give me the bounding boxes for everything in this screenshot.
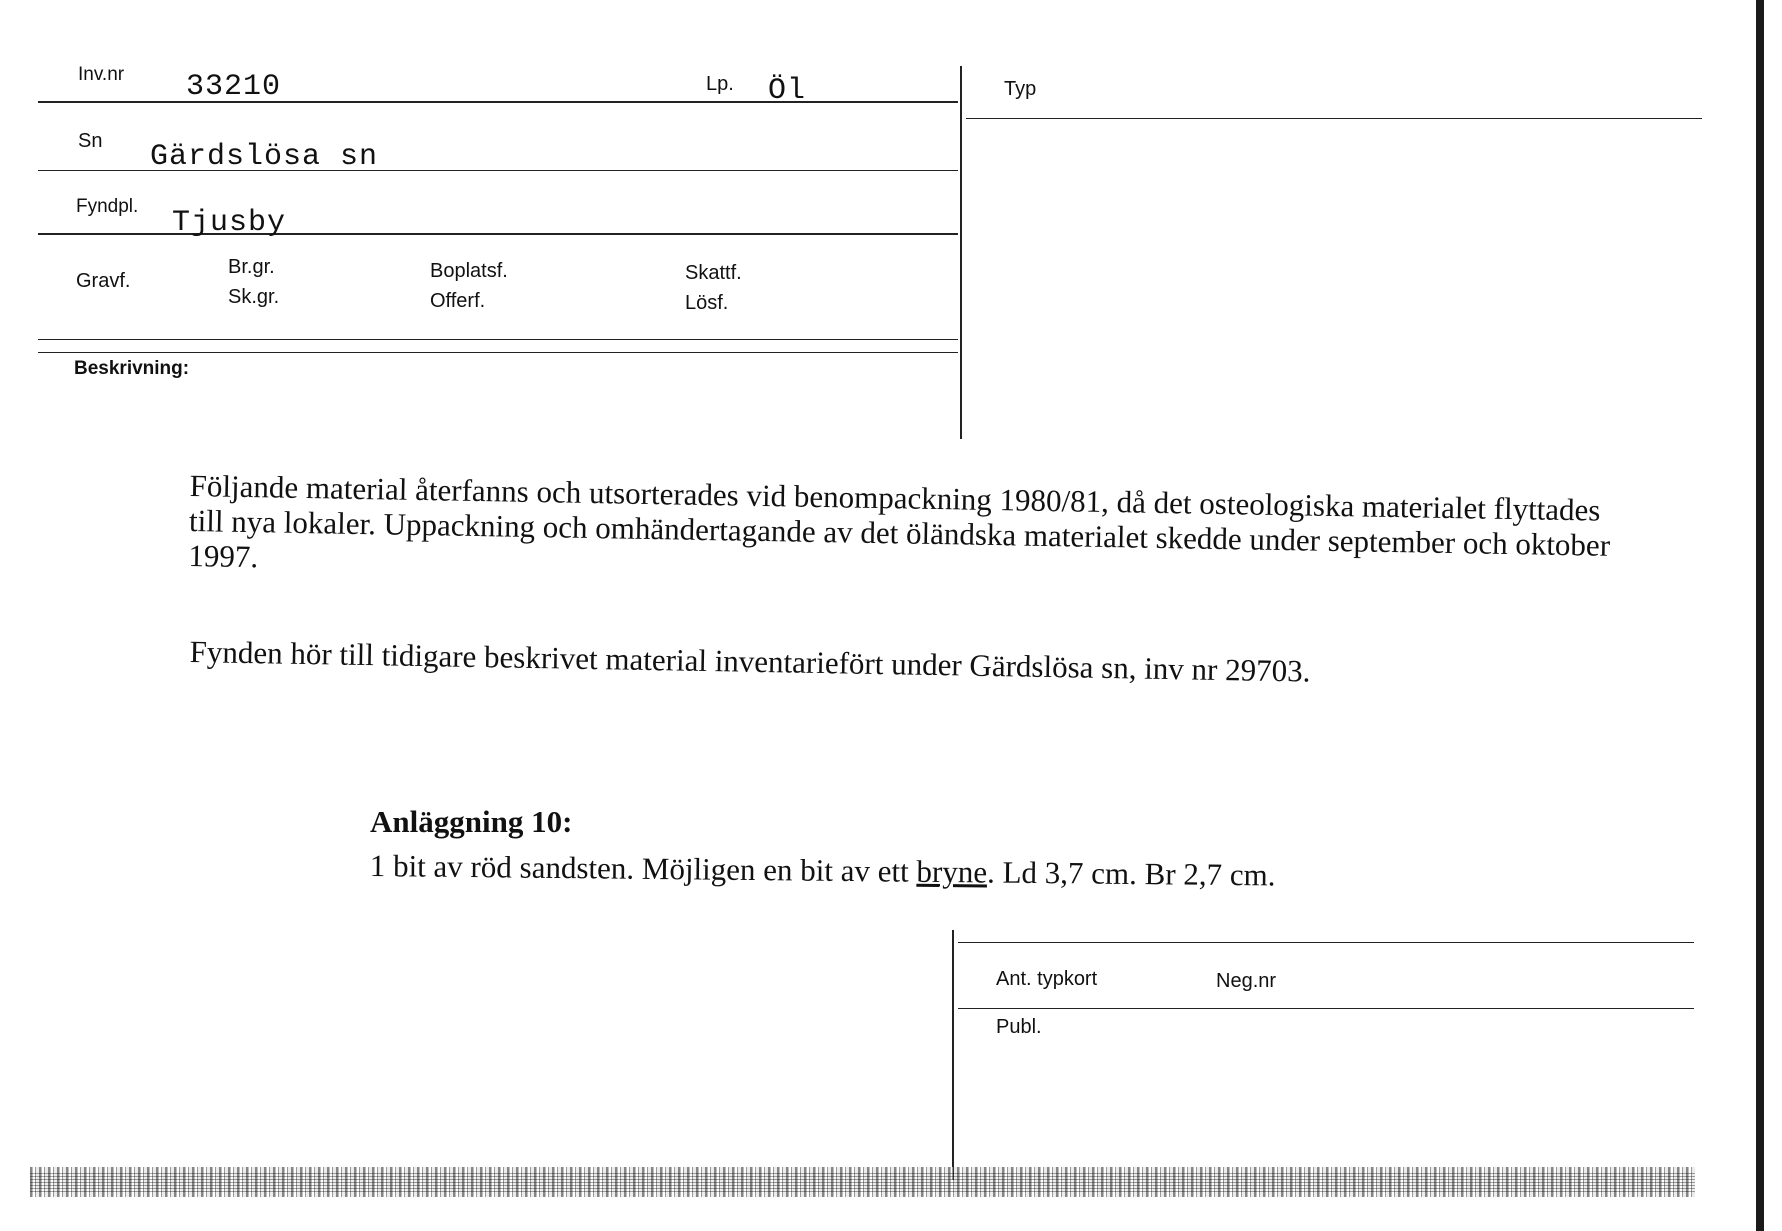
section-text-before: 1 bit av röd sandsten. Möjligen en bit av ett	[369, 848, 917, 889]
sn-label: Sn	[78, 130, 103, 152]
gravf-line	[38, 339, 958, 340]
section-title: Anläggning 10:	[370, 804, 573, 839]
header-divider	[960, 66, 962, 439]
losf-label: Lösf.	[685, 292, 729, 314]
offerf-label: Offerf.	[430, 290, 486, 312]
description-paragraph-1: Följande material återfanns och utsorterades vid benompackning 1980/81, då det osteologiska materialet flyttades till nya lokaler. Uppackning och omhändertagande av det öländska materialet skedde under september och oktober 1997.	[188, 468, 1611, 575]
fyndpl-label: Fyndpl.	[76, 196, 139, 217]
gravf-label: Gravf.	[76, 270, 131, 292]
inv-nr-label: Inv.nr	[78, 64, 125, 85]
footer-top-line	[958, 942, 1694, 943]
bryne-term: bryne	[916, 853, 988, 890]
scan-edge	[1756, 0, 1764, 1231]
section-text-after: . Ld 3,7 cm. Br 2,7 cm.	[986, 854, 1276, 893]
beskrivning-label: Beskrivning:	[74, 358, 190, 379]
section-text	[370, 848, 1276, 892]
skgr-label: Sk.gr.	[228, 286, 280, 308]
publ-label: Publ.	[996, 1016, 1042, 1038]
fyndpl-value: Tjusby	[172, 206, 287, 240]
neg-nr-label: Neg.nr	[1216, 970, 1277, 992]
inv-nr-line	[38, 101, 958, 103]
inv-nr-value: 33210	[186, 70, 282, 104]
brgr-label: Br.gr.	[228, 256, 275, 278]
lp-label: Lp.	[706, 73, 734, 95]
sn-value: Gärdslösa sn	[150, 140, 379, 174]
boplatsf-label: Boplatsf.	[430, 260, 508, 282]
typ-label: Typ	[1004, 78, 1037, 100]
lp-value: Öl	[768, 74, 807, 108]
ant-typkort-label: Ant. typkort	[996, 968, 1098, 990]
footer-divider	[952, 930, 954, 1180]
beskrivning-line	[38, 352, 958, 353]
skattf-label: Skattf.	[685, 262, 742, 284]
typ-line	[966, 118, 1702, 119]
footer-middle-line	[958, 1008, 1694, 1009]
scan-noise-lines	[30, 1172, 1695, 1192]
description-paragraph-2: Fynden hör till tidigare beskrivet material inventariefört under Gärdslösa sn, inv nr 29703.	[189, 634, 1311, 689]
